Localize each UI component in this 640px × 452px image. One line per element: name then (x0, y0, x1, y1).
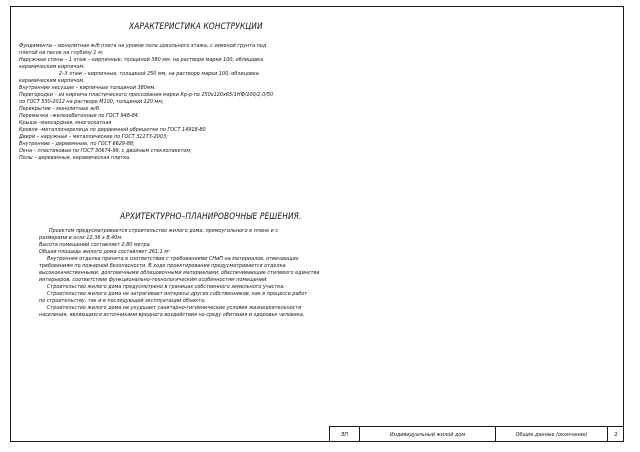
text-line: Перекрытие – монолитные ж/б. (19, 106, 101, 112)
stamp-sheet-number: 2 (607, 427, 624, 442)
text-line: Окна – пластиковые по ГОСТ 30674-99, с двойным стеклопакетом; (19, 148, 192, 154)
text-line: Общая площадь жилого дома составляет 261,1 м² (39, 249, 170, 255)
text-line: размерами в осях 12,36 x 8,40м. (39, 235, 123, 241)
text-line: высококачественными, долговечными облицовочными материалами, обеспечивающие стилевого единства (39, 270, 320, 276)
text-line: интерьеров, соответствие функционально-технологическим особенностям помещений. (39, 277, 268, 283)
text-line: Двери – наружные – металлические по ГОСТ 31173-2003; (19, 134, 168, 140)
text-line: Фундаменты – монолитная ж/б плита на уровне пола цокольного этажа, с заменой грунта под (19, 43, 267, 49)
text-line: Крыша –мансардная, многоскатная (19, 120, 112, 126)
construction-text-block (19, 43, 339, 162)
text-line: керамическим кирпичом. (19, 64, 85, 70)
drawing-sheet (11, 7, 623, 441)
section-title-architecture: АРХИТЕКТУРНО–ПЛАНИРОВОЧНЫЕ РЕШЕНИЯ. (120, 212, 302, 222)
text-line: Внутренние – деревянные, по ГОСТ 6629-88; (19, 141, 135, 147)
text-line: Строительство жилого дома не затрагивает интересы других собственников, как в процессе работ (47, 291, 308, 297)
text-line: требованиям по пожарной безопасности. В ходе проектирования предусматривается отделка (39, 263, 286, 269)
text-line: населения, являющихся источниками вредного воздействия на среду обитания и здоровье человека. (39, 312, 305, 318)
stamp-sheet-title: Общие данные (окончание) (495, 427, 607, 442)
text-line: керамическим кирпичом. (19, 78, 85, 84)
text-line: по строительству, так и в последующей эксплуатации объекта. (39, 298, 206, 304)
stamp-project-code: ЭП (329, 427, 359, 442)
text-line: Полы – деревянные, керамическая плитка. (19, 155, 131, 161)
text-line: Наружные стены – 1 этаж – кирпичные, толщиной 380 мм, на растворе марки 100, облицовка (19, 57, 264, 63)
text-line: 2–3 этаж – кирпичные, толщиной 250 мм, на растворе марки 100, облицовка (59, 71, 259, 77)
text-line: Высота помещений составляет 2,80 метра. (39, 242, 152, 248)
text-line: Проектом предусматривается строительство жилого дома, прямоугольного в плане и с (49, 228, 279, 234)
stamp-object-name: Индивидуальный жилой дом (359, 427, 495, 442)
text-line: плитой на песок на глубину 1 м; (19, 50, 104, 56)
text-line: Перегородки – из кирпича пластического прессования марки Кр-р-по 250x120x65/1НФ/100/2,0/50 (19, 92, 274, 98)
architecture-text-block (39, 228, 354, 319)
text-line: Кровля –металлочерепица по деревянной обрешетке по ГОСТ 14918-80 (19, 127, 206, 133)
title-block-stamp (329, 426, 624, 442)
text-line: Строительство жилого дома не ухудшает санитарно-гигиенические условия жизнедеятельности (47, 305, 302, 311)
text-line: Перемычки –железобетонные по ГОСТ 948-84. (19, 113, 140, 119)
text-line: Строительство жилого дома предусмотрено в границах собственного земельного участка. (47, 284, 285, 290)
section-title-construction: ХАРАКТЕРИСТИКА КОНСТРУКЦИИ (129, 22, 263, 32)
text-line: Внутренние несущие – кирпичные толщиной 380мм. (19, 85, 156, 91)
text-line: по ГОСТ 530-2012 на растворе М100, толщиной 120 мм; (19, 99, 164, 105)
drawing-frame (10, 6, 624, 442)
text-line: Внутренняя отделка принята в соответствии с требованиями СНиП на материалов, отвечающих (47, 256, 299, 262)
